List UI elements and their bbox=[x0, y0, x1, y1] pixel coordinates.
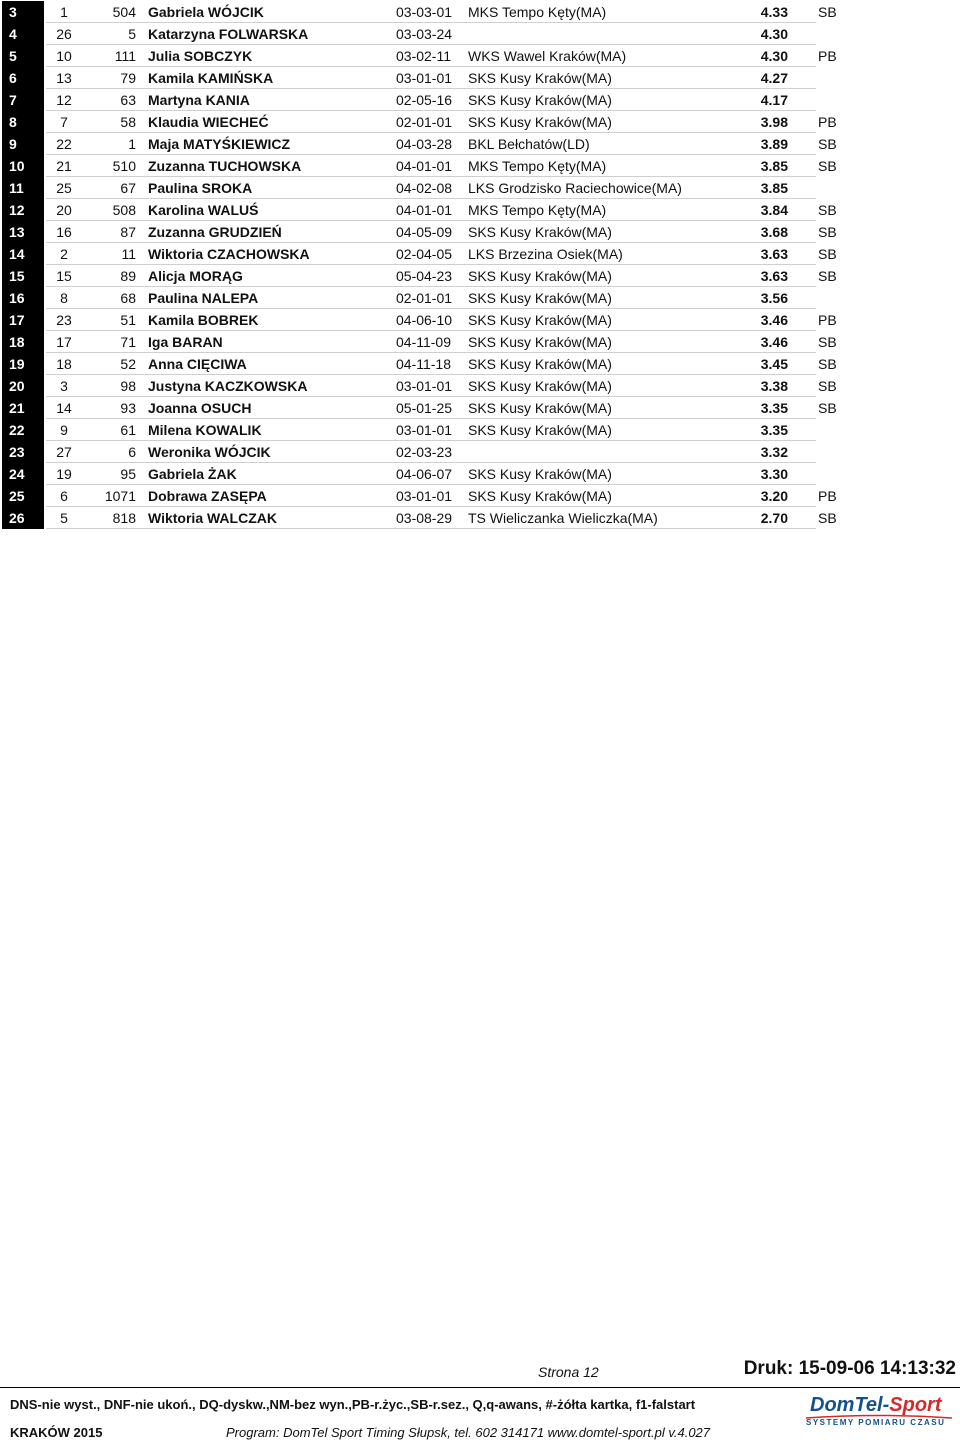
place-cell: 5 bbox=[2, 45, 44, 67]
record-note-cell: PB bbox=[818, 312, 837, 328]
club-cell: SKS Kusy Kraków(MA) bbox=[468, 422, 612, 438]
birth-date-cell: 04-03-28 bbox=[396, 136, 453, 152]
lane-cell: 8 bbox=[60, 290, 68, 306]
athlete-name-cell: Justyna KACZKOWSKA bbox=[148, 378, 308, 394]
result-cell: 4.30 bbox=[760, 48, 788, 64]
lane-cell: 9 bbox=[60, 422, 68, 438]
result-cell: 3.56 bbox=[760, 290, 788, 306]
birth-date-cell: 04-06-07 bbox=[396, 466, 453, 482]
result-cell: 3.20 bbox=[760, 488, 788, 504]
table-row bbox=[2, 397, 958, 419]
lane-cell: 12 bbox=[56, 92, 72, 108]
record-note-cell: PB bbox=[818, 488, 837, 504]
record-note-cell: SB bbox=[818, 136, 837, 152]
record-note-cell: SB bbox=[818, 224, 837, 240]
place-cell: 14 bbox=[2, 243, 44, 265]
record-note-cell bbox=[818, 89, 858, 111]
lane-cell: 13 bbox=[56, 70, 72, 86]
result-cell: 4.30 bbox=[760, 26, 788, 42]
bib-number-cell: 504 bbox=[112, 4, 136, 20]
club-cell: LKS Brzezina Osiek(MA) bbox=[468, 246, 623, 262]
place-cell: 26 bbox=[2, 507, 44, 529]
record-note-cell: PB bbox=[818, 114, 837, 130]
birth-date-cell: 05-01-25 bbox=[396, 400, 453, 416]
bib-number-cell: 510 bbox=[112, 158, 136, 174]
lane-cell: 25 bbox=[56, 180, 72, 196]
club-cell: SKS Kusy Kraków(MA) bbox=[468, 488, 612, 504]
bib-number-cell: 98 bbox=[120, 378, 136, 394]
club-cell: SKS Kusy Kraków(MA) bbox=[468, 466, 612, 482]
lane-cell: 2 bbox=[60, 246, 68, 262]
result-cell: 3.98 bbox=[760, 114, 788, 130]
table-row bbox=[2, 199, 958, 221]
result-cell: 4.17 bbox=[760, 92, 788, 108]
athlete-name-cell: Gabriela WÓJCIK bbox=[148, 4, 264, 20]
bib-number-cell: 87 bbox=[120, 224, 136, 240]
table-row bbox=[2, 155, 958, 177]
abbreviation-legend: DNS-nie wyst., DNF-nie ukoń., DQ-dyskw.,NM-bez wyn.,PB-r.życ.,SB-r.sez., Q,q-awans, #-żółta kartka, f1-falstart bbox=[10, 1397, 696, 1412]
table-row bbox=[2, 331, 958, 353]
logo-domtel: DomTel bbox=[810, 1394, 883, 1416]
record-note-cell: SB bbox=[818, 378, 837, 394]
birth-date-cell: 04-06-10 bbox=[396, 312, 453, 328]
result-cell: 3.35 bbox=[760, 400, 788, 416]
lane-cell: 14 bbox=[56, 400, 72, 416]
lane-cell: 20 bbox=[56, 202, 72, 218]
birth-date-cell: 04-01-01 bbox=[396, 158, 453, 174]
lane-cell: 17 bbox=[56, 334, 72, 350]
result-cell: 3.32 bbox=[760, 444, 788, 460]
club-cell: BKL Bełchatów(LD) bbox=[468, 136, 590, 152]
result-cell: 4.27 bbox=[760, 70, 788, 86]
lane-cell: 10 bbox=[56, 48, 72, 64]
athlete-name-cell: Maja MATYŚKIEWICZ bbox=[148, 136, 291, 152]
bib-number-cell: 1071 bbox=[104, 488, 136, 504]
result-cell: 3.30 bbox=[760, 466, 788, 482]
birth-date-cell: 04-11-18 bbox=[396, 356, 452, 372]
club-cell: SKS Kusy Kraków(MA) bbox=[468, 312, 612, 328]
lane-cell: 22 bbox=[56, 136, 72, 152]
lane-cell: 23 bbox=[56, 312, 72, 328]
table-row bbox=[2, 67, 958, 89]
result-cell: 3.35 bbox=[760, 422, 788, 438]
record-note-cell bbox=[818, 287, 858, 309]
table-row bbox=[2, 89, 958, 111]
table-row bbox=[2, 419, 958, 441]
place-cell: 20 bbox=[2, 375, 44, 397]
table-row bbox=[2, 265, 958, 287]
record-note-cell: SB bbox=[818, 268, 837, 284]
place-cell: 12 bbox=[2, 199, 44, 221]
athlete-name-cell: Weronika WÓJCIK bbox=[148, 444, 271, 460]
birth-date-cell: 02-04-05 bbox=[396, 246, 453, 262]
lane-cell: 6 bbox=[60, 488, 68, 504]
result-cell: 3.45 bbox=[760, 356, 788, 372]
bib-number-cell: 58 bbox=[120, 114, 136, 130]
record-note-cell: SB bbox=[818, 400, 837, 416]
place-cell: 24 bbox=[2, 463, 44, 485]
birth-date-cell: 03-01-01 bbox=[396, 488, 453, 504]
record-note-cell: SB bbox=[818, 356, 837, 372]
record-note-cell bbox=[818, 177, 858, 199]
row-divider bbox=[46, 528, 816, 529]
birth-date-cell: 03-03-24 bbox=[396, 26, 453, 42]
athlete-name-cell: Paulina SROKA bbox=[148, 180, 253, 196]
program-credit: Program: DomTel Sport Timing Słupsk, tel. 602 314171 www.domtel-sport.pl v.4.027 bbox=[226, 1425, 711, 1440]
table-row bbox=[2, 133, 958, 155]
table-row bbox=[2, 507, 958, 529]
club-cell: SKS Kusy Kraków(MA) bbox=[468, 290, 612, 306]
place-cell: 4 bbox=[2, 23, 44, 45]
bib-number-cell: 68 bbox=[120, 290, 136, 306]
birth-date-cell: 04-11-09 bbox=[396, 334, 452, 350]
athlete-name-cell: Milena KOWALIK bbox=[148, 422, 262, 438]
table-row bbox=[2, 463, 958, 485]
birth-date-cell: 03-02-11 bbox=[396, 48, 452, 64]
lane-cell: 19 bbox=[56, 466, 72, 482]
club-cell: SKS Kusy Kraków(MA) bbox=[468, 268, 612, 284]
place-cell: 22 bbox=[2, 419, 44, 441]
athlete-name-cell: Katarzyna FOLWARSKA bbox=[148, 26, 309, 42]
table-row bbox=[2, 221, 958, 243]
birth-date-cell: 03-01-01 bbox=[396, 378, 453, 394]
record-note-cell: SB bbox=[818, 334, 837, 350]
place-cell: 19 bbox=[2, 353, 44, 375]
birth-date-cell: 03-08-29 bbox=[396, 510, 453, 526]
club-cell: SKS Kusy Kraków(MA) bbox=[468, 356, 612, 372]
result-cell: 3.68 bbox=[760, 224, 788, 240]
bib-number-cell: 93 bbox=[120, 400, 136, 416]
domtel-sport-logo bbox=[800, 1394, 956, 1436]
table-row bbox=[2, 441, 958, 463]
event-location-year: KRAKÓW 2015 bbox=[10, 1425, 103, 1440]
athlete-name-cell: Joanna OSUCH bbox=[148, 400, 252, 416]
bib-number-cell: 51 bbox=[120, 312, 136, 328]
result-cell: 3.46 bbox=[760, 312, 788, 328]
club-cell: SKS Kusy Kraków(MA) bbox=[468, 334, 612, 350]
place-cell: 23 bbox=[2, 441, 44, 463]
athlete-name-cell: Kamila KAMIŃSKA bbox=[148, 70, 274, 86]
lane-cell: 18 bbox=[56, 356, 72, 372]
athlete-name-cell: Zuzanna TUCHOWSKA bbox=[148, 158, 302, 174]
athlete-name-cell: Zuzanna GRUDZIEŃ bbox=[148, 224, 282, 240]
birth-date-cell: 03-03-01 bbox=[396, 4, 453, 20]
result-cell: 3.85 bbox=[760, 158, 788, 174]
bib-number-cell: 71 bbox=[120, 334, 136, 350]
lane-cell: 15 bbox=[56, 268, 72, 284]
table-row bbox=[2, 243, 958, 265]
table-row bbox=[2, 1, 958, 23]
bib-number-cell: 818 bbox=[112, 510, 136, 526]
club-cell: TS Wieliczanka Wieliczka(MA) bbox=[468, 510, 658, 526]
birth-date-cell: 02-05-16 bbox=[396, 92, 453, 108]
birth-date-cell: 04-01-01 bbox=[396, 202, 453, 218]
result-cell: 2.70 bbox=[760, 510, 788, 526]
place-cell: 6 bbox=[2, 67, 44, 89]
page-footer bbox=[0, 1356, 960, 1442]
athlete-name-cell: Martyna KANIA bbox=[148, 92, 250, 108]
logo-tagline: SYSTEMY POMIARU CZASU bbox=[806, 1418, 946, 1427]
table-row bbox=[2, 485, 958, 507]
place-cell: 17 bbox=[2, 309, 44, 331]
lane-cell: 3 bbox=[60, 378, 68, 394]
result-cell: 3.85 bbox=[760, 180, 788, 196]
lane-cell: 26 bbox=[56, 26, 72, 42]
footer-divider bbox=[0, 1387, 960, 1388]
result-cell: 3.46 bbox=[760, 334, 788, 350]
athlete-name-cell: Kamila BOBREK bbox=[148, 312, 259, 328]
record-note-cell: SB bbox=[818, 4, 837, 20]
table-row bbox=[2, 45, 958, 67]
club-cell: SKS Kusy Kraków(MA) bbox=[468, 378, 612, 394]
bib-number-cell: 6 bbox=[128, 444, 136, 460]
result-cell: 3.84 bbox=[760, 202, 788, 218]
athlete-name-cell: Karolina WALUŚ bbox=[148, 202, 259, 218]
place-cell: 9 bbox=[2, 133, 44, 155]
record-note-cell bbox=[818, 23, 858, 45]
birth-date-cell: 02-03-23 bbox=[396, 444, 453, 460]
birth-date-cell: 02-01-01 bbox=[396, 290, 453, 306]
bib-number-cell: 61 bbox=[120, 422, 136, 438]
lane-cell: 1 bbox=[60, 4, 68, 20]
athlete-name-cell: Julia SOBCZYK bbox=[148, 48, 253, 64]
result-cell: 3.63 bbox=[760, 246, 788, 262]
bib-number-cell: 89 bbox=[120, 268, 136, 284]
table-row bbox=[2, 23, 958, 45]
birth-date-cell: 05-04-23 bbox=[396, 268, 453, 284]
place-cell: 7 bbox=[2, 89, 44, 111]
birth-date-cell: 04-05-09 bbox=[396, 224, 453, 240]
bib-number-cell: 67 bbox=[120, 180, 136, 196]
athlete-name-cell: Klaudia WIECHEĆ bbox=[148, 114, 269, 130]
table-row bbox=[2, 111, 958, 133]
birth-date-cell: 04-02-08 bbox=[396, 180, 453, 196]
bib-number-cell: 63 bbox=[120, 92, 136, 108]
place-cell: 18 bbox=[2, 331, 44, 353]
club-cell: SKS Kusy Kraków(MA) bbox=[468, 224, 612, 240]
print-timestamp: Druk: 15-09-06 14:13:32 bbox=[743, 1358, 956, 1379]
record-note-cell: PB bbox=[818, 48, 837, 64]
lane-cell: 5 bbox=[60, 510, 68, 526]
lane-cell: 7 bbox=[60, 114, 68, 130]
club-cell: LKS Grodzisko Raciechowice(MA) bbox=[468, 180, 682, 196]
club-cell: MKS Tempo Kęty(MA) bbox=[468, 4, 607, 20]
bib-number-cell: 1 bbox=[128, 136, 136, 152]
table-row bbox=[2, 287, 958, 309]
athlete-name-cell: Wiktoria CZACHOWSKA bbox=[148, 246, 310, 262]
bib-number-cell: 111 bbox=[114, 48, 136, 64]
birth-date-cell: 03-01-01 bbox=[396, 70, 453, 86]
place-cell: 10 bbox=[2, 155, 44, 177]
results-table bbox=[2, 1, 958, 529]
result-cell: 3.89 bbox=[760, 136, 788, 152]
page-number: Strona 12 bbox=[538, 1364, 599, 1380]
club-cell: SKS Kusy Kraków(MA) bbox=[468, 114, 612, 130]
club-cell: MKS Tempo Kęty(MA) bbox=[468, 158, 607, 174]
place-cell: 13 bbox=[2, 221, 44, 243]
bib-number-cell: 95 bbox=[120, 466, 136, 482]
club-cell: WKS Wawel Kraków(MA) bbox=[468, 48, 627, 64]
bib-number-cell: 5 bbox=[128, 26, 136, 42]
record-note-cell bbox=[818, 419, 858, 441]
athlete-name-cell: Wiktoria WALCZAK bbox=[148, 510, 277, 526]
athlete-name-cell: Anna CIĘCIWA bbox=[148, 356, 247, 372]
record-note-cell bbox=[818, 463, 858, 485]
lane-cell: 21 bbox=[56, 158, 72, 174]
place-cell: 3 bbox=[2, 1, 44, 23]
record-note-cell: SB bbox=[818, 246, 837, 262]
birth-date-cell: 03-01-01 bbox=[396, 422, 453, 438]
logo-dash: - bbox=[882, 1394, 890, 1416]
record-note-cell: SB bbox=[818, 202, 837, 218]
athlete-name-cell: Paulina NALEPA bbox=[148, 290, 259, 306]
lane-cell: 27 bbox=[56, 444, 72, 460]
record-note-cell bbox=[818, 67, 858, 89]
place-cell: 11 bbox=[2, 177, 44, 199]
athlete-name-cell: Gabriela ŻAK bbox=[148, 466, 237, 482]
bib-number-cell: 52 bbox=[120, 356, 136, 372]
result-cell: 3.38 bbox=[760, 378, 788, 394]
bib-number-cell: 11 bbox=[121, 246, 136, 262]
table-row bbox=[2, 177, 958, 199]
birth-date-cell: 02-01-01 bbox=[396, 114, 453, 130]
athlete-name-cell: Iga BARAN bbox=[148, 334, 223, 350]
record-note-cell: SB bbox=[818, 158, 837, 174]
bib-number-cell: 79 bbox=[120, 70, 136, 86]
lane-cell: 16 bbox=[56, 224, 72, 240]
club-cell: SKS Kusy Kraków(MA) bbox=[468, 70, 612, 86]
table-row bbox=[2, 353, 958, 375]
logo-sport: Sport bbox=[889, 1394, 942, 1416]
record-note-cell bbox=[818, 441, 858, 463]
bib-number-cell: 508 bbox=[112, 202, 136, 218]
place-cell: 21 bbox=[2, 397, 44, 419]
place-cell: 8 bbox=[2, 111, 44, 133]
athlete-name-cell: Alicja MORĄG bbox=[148, 268, 243, 284]
place-cell: 15 bbox=[2, 265, 44, 287]
club-cell: SKS Kusy Kraków(MA) bbox=[468, 92, 612, 108]
record-note-cell: SB bbox=[818, 510, 837, 526]
club-cell: MKS Tempo Kęty(MA) bbox=[468, 202, 607, 218]
result-cell: 3.63 bbox=[760, 268, 788, 284]
athlete-name-cell: Dobrawa ZASĘPA bbox=[148, 488, 267, 504]
result-cell: 4.33 bbox=[760, 4, 788, 20]
table-row bbox=[2, 309, 958, 331]
place-cell: 16 bbox=[2, 287, 44, 309]
place-cell: 25 bbox=[2, 485, 44, 507]
table-row bbox=[2, 375, 958, 397]
club-cell: SKS Kusy Kraków(MA) bbox=[468, 400, 612, 416]
